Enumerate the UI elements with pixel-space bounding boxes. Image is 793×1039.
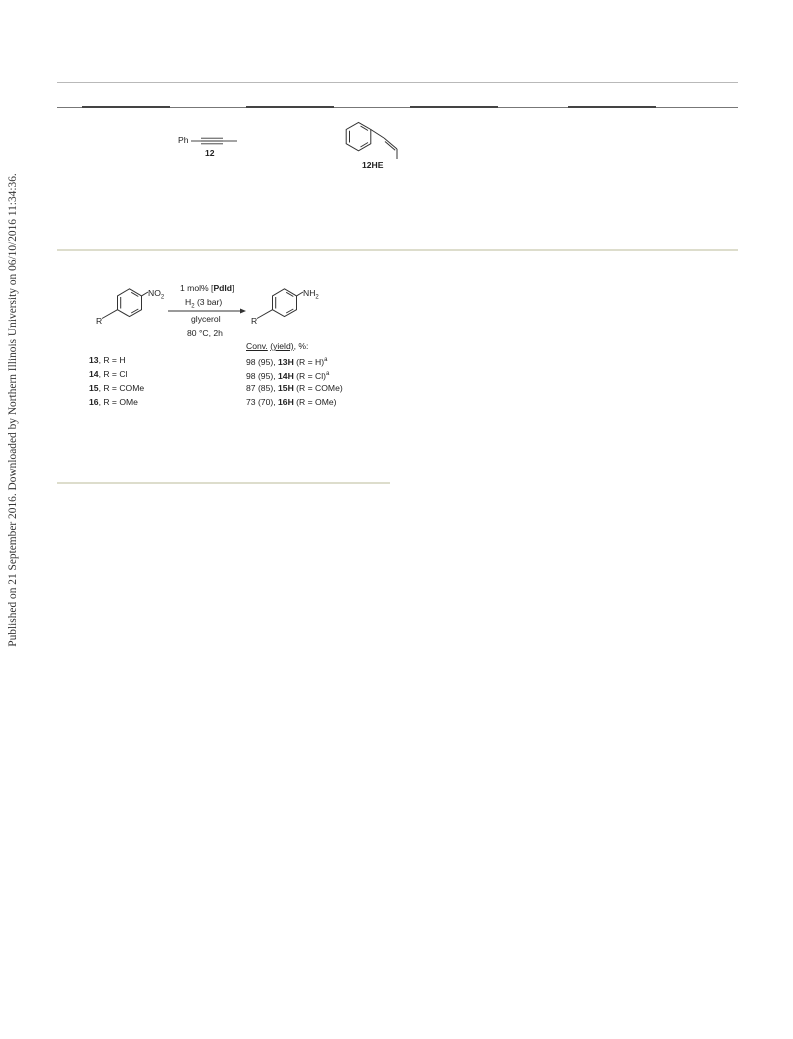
scheme-bottom-rule xyxy=(57,482,390,484)
substrate-16: 16, R = OMe xyxy=(89,397,138,407)
substrate-14: 14, R = Cl xyxy=(89,369,128,379)
catalyst-label: 1 mol% [PdId] xyxy=(180,283,235,293)
nitroarene-structure xyxy=(95,280,155,340)
result-15H: 87 (85), 15H (R = COMe) xyxy=(246,383,343,393)
results-header: Conv. (yield), %: xyxy=(246,341,309,351)
column-rule-2 xyxy=(246,106,334,108)
r-group-left: R xyxy=(96,316,103,326)
hydrogen-pressure-label: $H_2$ (3 bar) xyxy=(185,297,223,310)
watermark-text: Published on 21 September 2016. Downloaded by Northern Illinois University on 06/10/2016 11:34:36. xyxy=(7,173,19,647)
table-bottom-rule xyxy=(57,249,738,251)
nitro-group-label: $NO_2$ xyxy=(148,288,165,301)
column-rule-1 xyxy=(82,106,170,108)
column-rule-3 xyxy=(410,106,498,108)
result-16H: 73 (70), 16H (R = OMe) xyxy=(246,397,337,407)
column-rule-4 xyxy=(568,106,656,108)
phenyl-label: Ph xyxy=(178,135,189,145)
substrate-15: 15, R = COMe xyxy=(89,383,145,393)
aniline-structure xyxy=(250,280,310,340)
alkyne-structure xyxy=(191,135,251,147)
result-13H: 98 (95), 13H (R = H)$^a$ xyxy=(246,356,328,367)
compound-12-label: 12 xyxy=(205,148,215,158)
download-watermark xyxy=(2,173,24,647)
substrate-13: 13, R = H xyxy=(89,355,126,365)
solvent-label: glycerol xyxy=(191,314,221,324)
result-14H: 98 (95), 14H (R = Cl)$^a$ xyxy=(246,370,330,381)
compound-12HE-label: 12HE xyxy=(362,160,384,170)
temperature-time-label: 80 °C, 2h xyxy=(187,328,223,338)
r-group-right: R xyxy=(251,316,258,326)
amine-group-label: $NH_2$ xyxy=(303,288,319,301)
table-top-rule xyxy=(57,82,738,83)
